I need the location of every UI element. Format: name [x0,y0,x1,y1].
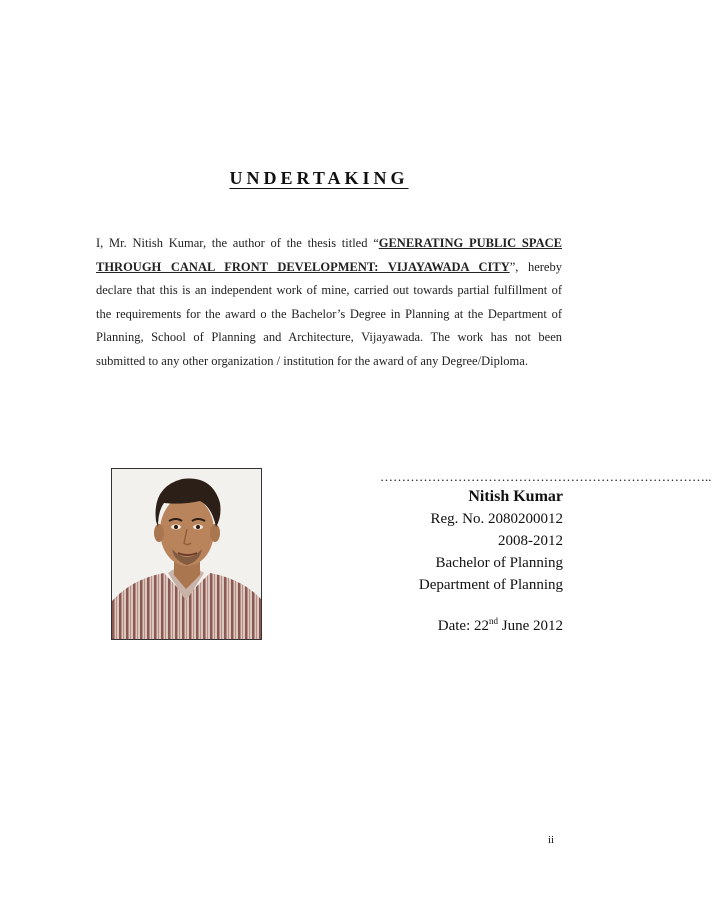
signature-date [380,610,563,637]
declaration-intro: I, Mr. Nitish Kumar, the author of the thesis titled “ [96,236,379,250]
page-title: UNDERTAKING [229,168,409,188]
date-prefix: Date: 22 [437,618,489,634]
degree-name: Bachelor of Planning [435,555,563,571]
signature-block [380,469,712,637]
department-name: Department of Planning [418,577,563,593]
declaration-paragraph [96,232,562,373]
registration-number: Reg. No. 2080200012 [430,511,563,527]
academic-years: 2008-2012 [498,533,563,549]
date-rest: June 2012 [498,618,563,634]
portrait-image [112,469,261,639]
date-ordinal: nd [489,616,498,626]
page-number: ii [548,834,555,846]
author-photo [111,468,262,640]
signature-line: ………………………………………………………………….. [380,469,712,484]
declaration-rest: ”, hereby declare that this is an independent work of mine, carried out towards partial fulfillment of the requirements for the award o the Bachelor’s Degree in Planning at the Department of Planning, School of Planning and Architecture, Vijayawada. The work has not been submitted to any other organization / institution for the award of any Degree/Diploma. [96,259,562,368]
author-name: Nitish Kumar [468,488,563,505]
thesis-title: GENERATING PUBLIC SPACE THROUGH CANAL FRONT DEVELOPMENT: VIJAYAWADA CITY [96,236,562,274]
